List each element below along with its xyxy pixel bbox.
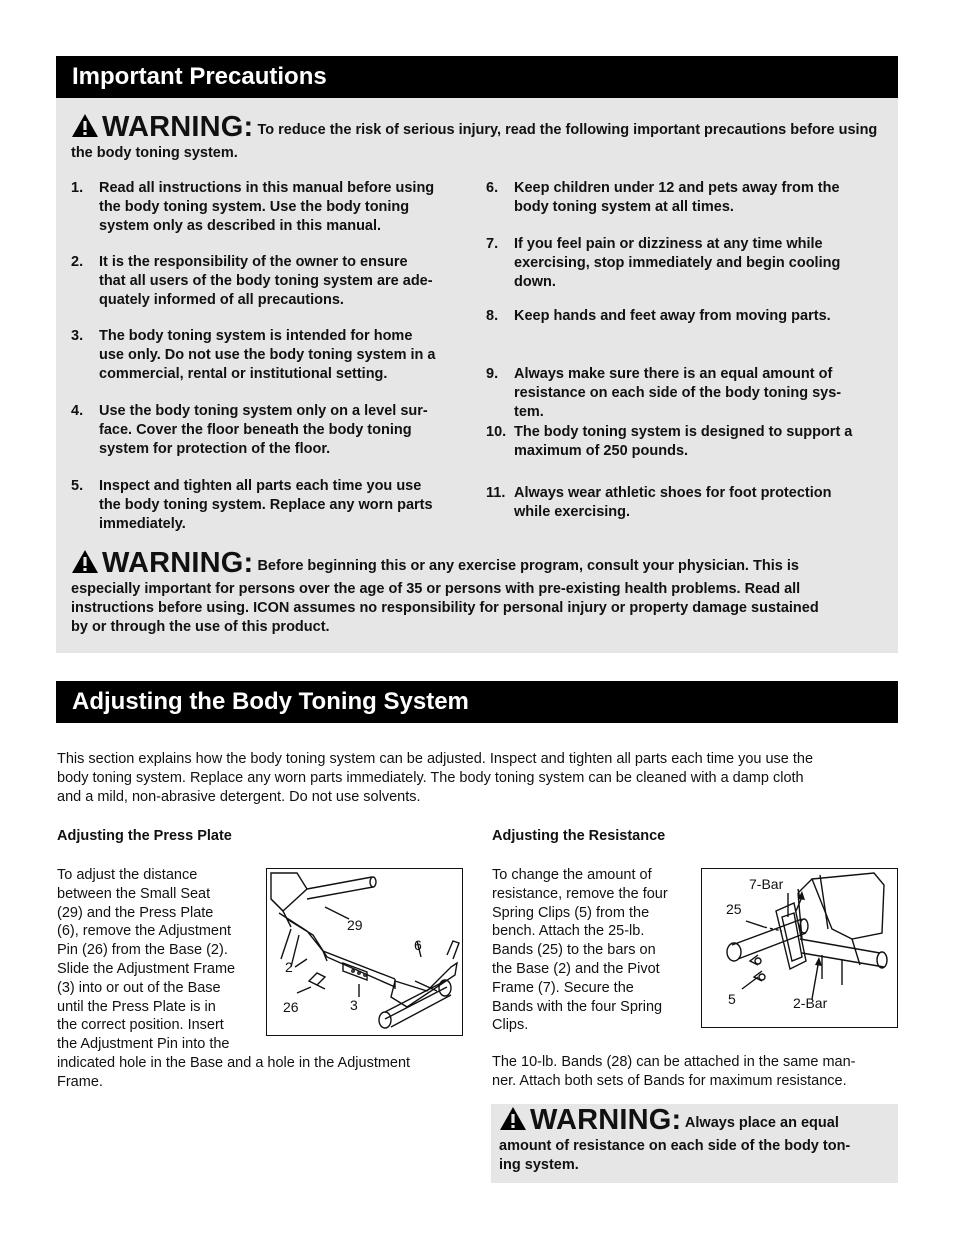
precaution-number: 8. bbox=[486, 308, 499, 324]
resistance-extra-text bbox=[492, 1053, 898, 1091]
precaution-line: system for protection of the floor. bbox=[99, 440, 331, 457]
precaution-line: system only as described in this manual. bbox=[99, 217, 382, 234]
precaution-text bbox=[514, 365, 841, 421]
precaution-text bbox=[99, 179, 434, 235]
precaution-text bbox=[514, 235, 840, 291]
precaution-text bbox=[99, 402, 428, 458]
precaution-number: 3. bbox=[71, 328, 84, 344]
press-plate-line: (29) and the Press Plate bbox=[57, 904, 214, 921]
resistance-line: Bands (25) to the bars on bbox=[492, 942, 656, 959]
warning-3-line: amount of resistance on each side of the body ton- bbox=[499, 1138, 851, 1154]
warning-2-line: instructions before using. ICON assumes no responsibility for personal injury or property damage sustained bbox=[71, 600, 819, 616]
precaution-line: Use the body toning system only on a level sur- bbox=[99, 403, 428, 419]
precaution-line: It is the responsibility of the owner to ensure bbox=[99, 254, 408, 270]
precaution-text bbox=[514, 307, 831, 326]
intro-line: and a mild, non-abrasive detergent. Do not use solvents. bbox=[57, 788, 421, 805]
precautions-heading: Important Precautions bbox=[56, 56, 898, 98]
precaution-text bbox=[99, 477, 433, 533]
figure-label: 25 bbox=[726, 901, 742, 917]
precaution-line: Always make sure there is an equal amount of bbox=[514, 366, 833, 382]
figure-label: 5 bbox=[728, 991, 736, 1007]
adjusting-intro bbox=[57, 750, 897, 806]
precaution-line: Always wear athletic shoes for foot protection bbox=[514, 485, 832, 501]
warning-1-text: To reduce the risk of serious injury, read the following important precautions before using the body toning system. bbox=[71, 122, 878, 161]
resistance-line: resistance, remove the four bbox=[492, 885, 668, 902]
precaution-number: 11. bbox=[486, 485, 506, 501]
press-plate-line: the Adjustment Pin into the bbox=[57, 1036, 230, 1053]
precaution-line: body toning system at all times. bbox=[514, 198, 734, 215]
precaution-number: 9. bbox=[486, 366, 499, 382]
warning-label: WARNING: bbox=[102, 547, 254, 579]
warning-2-line: Before beginning this or any exercise program, consult your physician. This is bbox=[257, 558, 799, 574]
precaution-number: 1. bbox=[71, 180, 84, 196]
precaution-line: Keep children under 12 and pets away from the bbox=[514, 180, 840, 196]
precaution-number: 2. bbox=[71, 254, 84, 270]
resistance-line: To change the amount of bbox=[492, 867, 652, 883]
press-plate-line: until the Press Plate is in bbox=[57, 998, 216, 1015]
precaution-line: quately informed of all precautions. bbox=[99, 291, 344, 308]
resistance-line: Clips. bbox=[492, 1017, 529, 1034]
figure-label: 3 bbox=[350, 997, 358, 1013]
warning-1 bbox=[71, 113, 886, 163]
precaution-number: 4. bbox=[71, 403, 84, 419]
resistance-line: Bands with the four Spring bbox=[492, 998, 663, 1015]
precaution-line: Inspect and tighten all parts each time you use bbox=[99, 478, 422, 494]
resistance-figure bbox=[701, 868, 898, 1028]
press-plate-line: the correct position. Insert bbox=[57, 1017, 224, 1034]
precaution-line: tem. bbox=[514, 403, 544, 420]
press-plate-figure bbox=[266, 868, 463, 1036]
precaution-number: 5. bbox=[71, 478, 84, 494]
intro-line: body toning system. Replace any worn parts immediately. The body toning system can be cleaned with a damp cloth bbox=[57, 769, 804, 786]
precaution-text bbox=[514, 484, 831, 522]
precaution-line: Keep hands and feet away from moving parts. bbox=[514, 308, 831, 324]
precaution-text bbox=[514, 423, 852, 461]
warning-3-line: ing system. bbox=[499, 1157, 579, 1173]
resistance-line: bench. Attach the 25-lb. bbox=[492, 923, 645, 940]
warning-3-line: Always place an equal bbox=[684, 1115, 839, 1131]
resistance-line: Spring Clips (5) from the bbox=[492, 904, 650, 921]
precaution-line: while exercising. bbox=[514, 503, 631, 520]
precaution-line: the body toning system. Replace any worn parts bbox=[99, 496, 433, 513]
press-plate-line: Slide the Adjustment Frame bbox=[57, 960, 236, 977]
warning-label: WARNING: bbox=[102, 111, 254, 143]
press-plate-heading: Adjusting the Press Plate bbox=[57, 828, 232, 844]
figure-label: 29 bbox=[347, 917, 363, 933]
precaution-line: Read all instructions in this manual before using bbox=[99, 180, 435, 196]
warning-triangle-icon bbox=[71, 113, 99, 144]
precaution-line: the body toning system. Use the body toning bbox=[99, 198, 410, 215]
press-plate-line: indicated hole in the Base and a hole in the Adjustment bbox=[57, 1054, 411, 1071]
press-plate-line: (6), remove the Adjustment bbox=[57, 923, 232, 940]
precaution-line: The body toning system is intended for home bbox=[99, 328, 413, 344]
press-plate-line: Pin (26) from the Base (2). bbox=[57, 942, 228, 959]
precaution-number: 10. bbox=[486, 424, 507, 440]
resistance-line: the Base (2) and the Pivot bbox=[492, 960, 660, 977]
precaution-line: The body toning system is designed to support a bbox=[514, 424, 853, 440]
resistance-text bbox=[492, 866, 692, 1035]
warning-triangle-icon bbox=[71, 549, 99, 580]
warning-3 bbox=[499, 1106, 891, 1175]
adjusting-heading: Adjusting the Body Toning System bbox=[56, 681, 898, 723]
press-plate-line: between the Small Seat bbox=[57, 885, 211, 902]
warning-triangle-icon bbox=[499, 1106, 527, 1137]
figure-label: 6 bbox=[414, 937, 422, 953]
precaution-number: 7. bbox=[486, 236, 499, 252]
resistance-extra-line: The 10-lb. Bands (28) can be attached in the same man- bbox=[492, 1054, 856, 1070]
precautions-list-right bbox=[486, 179, 886, 519]
resistance-heading: Adjusting the Resistance bbox=[492, 828, 666, 844]
precaution-line: resistance on each side of the body toning sys- bbox=[514, 384, 842, 401]
warning-2-line: especially important for persons over the age of 35 or persons with pre-existing health problems. Read all bbox=[71, 581, 801, 597]
precaution-line: commercial, rental or institutional setting. bbox=[99, 365, 388, 382]
precaution-line: that all users of the body toning system are ade- bbox=[99, 272, 433, 289]
press-plate-line: (3) into or out of the Base bbox=[57, 979, 221, 996]
figure-label: 2 bbox=[285, 959, 293, 975]
warning-2 bbox=[71, 549, 891, 637]
precaution-line: face. Cover the floor beneath the body toning bbox=[99, 421, 412, 438]
press-plate-line: To adjust the distance bbox=[57, 867, 198, 883]
warning-2-line: by or through the use of this product. bbox=[71, 619, 330, 635]
precaution-line: exercising, stop immediately and begin cooling bbox=[514, 254, 841, 271]
figure-label: 7-Bar bbox=[749, 876, 784, 892]
figure-label: 26 bbox=[283, 999, 299, 1015]
precaution-line: If you feel pain or dizziness at any time while bbox=[514, 236, 823, 252]
warning-label: WARNING: bbox=[530, 1104, 682, 1136]
precaution-line: immediately. bbox=[99, 515, 186, 532]
precaution-line: down. bbox=[514, 273, 556, 290]
figure-label: 2-Bar bbox=[793, 995, 828, 1011]
precaution-line: maximum of 250 pounds. bbox=[514, 442, 689, 459]
precaution-line: use only. Do not use the body toning system in a bbox=[99, 346, 436, 363]
precaution-number: 6. bbox=[486, 180, 499, 196]
precaution-text bbox=[99, 327, 436, 383]
intro-line: This section explains how the body toning system can be adjusted. Inspect and tighten all parts each time you use the bbox=[57, 751, 814, 767]
resistance-extra-line: ner. Attach both sets of Bands for maximum resistance. bbox=[492, 1072, 847, 1089]
precautions-list-left bbox=[71, 179, 471, 539]
precaution-text bbox=[514, 179, 840, 217]
precaution-text bbox=[99, 253, 433, 309]
resistance-line: Frame (7). Secure the bbox=[492, 979, 634, 996]
press-plate-line: Frame. bbox=[57, 1073, 103, 1090]
